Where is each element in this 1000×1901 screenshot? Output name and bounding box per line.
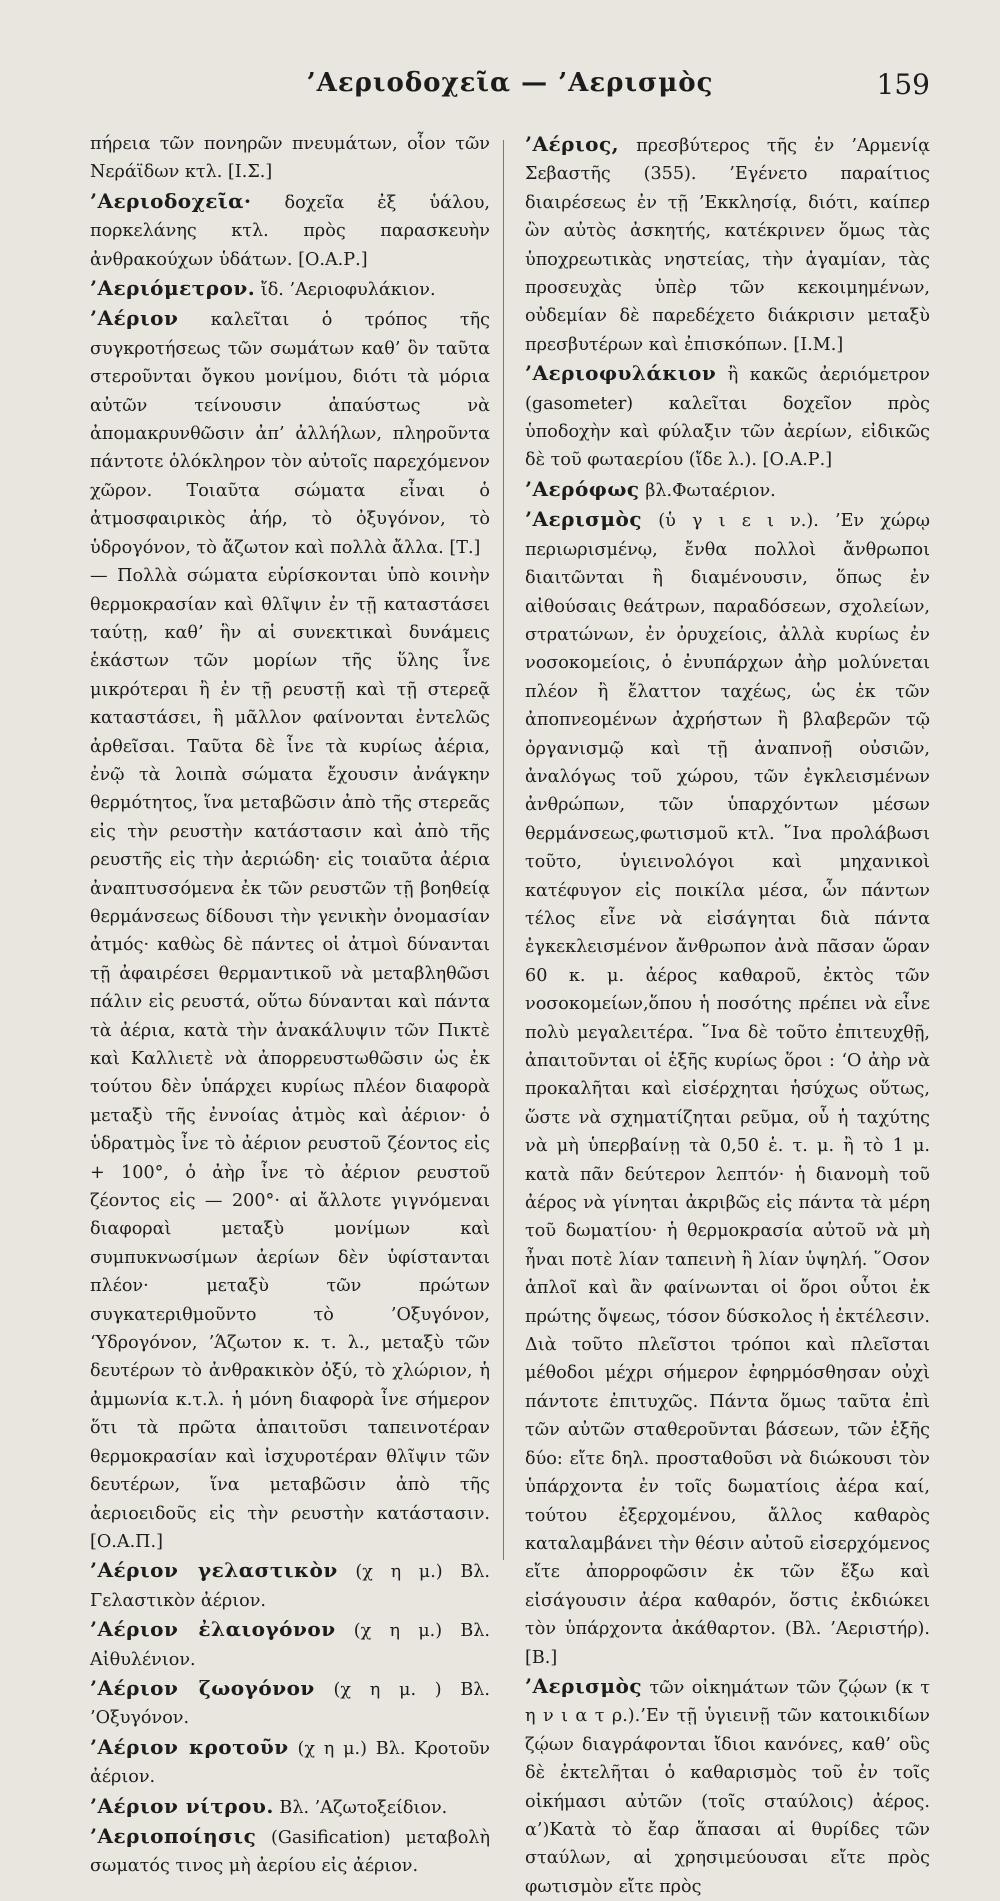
- entry-text: ἴδ. ’Αεριοφυλάκιον.: [255, 280, 436, 301]
- entry-text: πρεσβύτερος τῆς ἐν ’Αρμενίᾳ Σεβαστῆς (355). ’Εγένετο παραίτιος διαιρέσεως ἐν τῇ ’Εκκλησίᾳ, διότι, καίπερ ὢν αὐτὸς ἀσκητής, κατέκρινεν ὅμως τὰς ὑποχρεωτικὰς νηστείας, τὴν ἀγαμίαν, τὰς προσευχὰς ὑπὲρ τῶν κεκοιμημένων, οὐδεμίαν δὲ παρεδέχετο διάκρισιν μεταξὺ πρεσβυτέρων καὶ ἐπισκόπων. [Ι.Μ.]: [525, 136, 930, 355]
- dictionary-entry: [90, 1822, 490, 1881]
- entry-text: ἢ κακῶς ἀεριόμετρον (gasometer) καλεῖται δοχεῖον πρὸς ὑποδοχὴν καὶ φύλαξιν τῶν ἀερίων, εἰδικῶς δὲ τοῦ φωταερίου (ἴδε λ.). [Ο.Α.Ρ.]: [525, 365, 930, 471]
- page-number: 159: [876, 68, 930, 101]
- entry-headword: ’Αερισμὸς: [525, 1673, 643, 1698]
- dictionary-entry: [90, 304, 490, 562]
- entry-text: Βλ. ’Αζωτοξείδιον.: [273, 1797, 448, 1818]
- entry-headword: ’Αερόφως: [525, 476, 640, 501]
- entry-headword: ’Αεριοδοχεῖα·: [90, 188, 252, 213]
- page-header: [90, 68, 930, 112]
- entry-text: (ὑ γ ι ε ι ν.). ’Εν χώρῳ περιωρισμένῳ, ἔνθα πολλοὶ ἄνθρωποι διαιτῶνται ἢ διαμένουσιν, ὅπως ἐν αἰθούσαις θεάτρων, παραδόσεων, σχολείων, στρατώνων, ἐν ὀρυχείοις, ἀλλὰ κυρίως ἐν νοσοκομείοις, ὁ ἐνυπάρχων ἀὴρ μολύνεται πλέον ἢ ἔλαττον ταχέως, ὡς ἐκ τῶν ἀποπνεομένων ἀχρήστων ἢ βλαβερῶν τῷ ὀργανισμῷ καὶ τῇ ἀναπνοῇ οὐσιῶν, ἀναλόγως τοῦ χώρου, τῶν ἐγκλεισμένων ἀνθρώπων, τῶν ὑπαρχόντων μέσων θερμάνσεως,φωτισμοῦ κτλ. ῞Ινα προλάβωσι τοῦτο, ὑγιεινολόγοι καὶ μηχανικοὶ κατέφυγον εἰς ποικίλα μέσα, ὧν πάντων τέλος εἶνε νὰ εἰσάγηται διὰ πάντα ἐγκεκλεισμένον ἄνθρωπον ἀνὰ πᾶσαν ὥραν 60 κ. μ. ἀέρος καθαροῦ, ἐκτὸς τῶν νοσοκομείων,ὅπου ἡ ποσότης πρέπει νὰ εἶνε πολὺ μεγαλειτέρα. ῞Ινα δὲ τοῦτο ἐπιτευχθῇ, ἀπαιτοῦνται οἱ ἑξῆς κυρίως ὅροι : ‘Ο ἀὴρ νὰ προκαλῆται καὶ εἰσέρχηται ἡσύχως οὕτως, ὥστε νὰ σχηματίζηται ρεῦμα, οὗ ἡ ταχύτης νὰ μὴ ὑπερβαίνῃ τὰ 0,50 ἑ. τ. μ. ἢ τὸ 1 μ. κατὰ πᾶν δεύτερον λεπτόν· ἡ διανομὴ τοῦ ἀέρος νὰ γίνηται ἀκριβῶς εἰς πάντα τὰ μέρη τοῦ δωματίου· ἡ θερμοκρασία αὐτοῦ νὰ μὴ ἦναι ποτὲ λίαν ταπεινὴ ἢ λίαν ὑψηλή. ῞Οσον ἁπλοῖ καὶ ἂν φαίνωνται οἱ ὅροι οὗτοι ἐκ πρώτης ὄψεως, τόσον δύσκολος ἡ ἐκτέλεσιν. Διὰ τοῦτο πλεῖστοι τρόποι καὶ πλεῖσται μέθοδοι μέχρι σήμερον ἐφηρμόσθησαν οὐχὶ πάντοτε ἐπιτυχῶς. Πάντα ὅμως ταῦτα ἐπὶ τῶν αὐτῶν σταθεροῦνται βάσεων, τῶν ἑξῆς δύο: εἴτε δηλ. προσταθοῦσι νὰ διώκουσι τὸν ὑπάρχοντα ἐν τοῖς δωματίοις ἀέρα καί, τούτου ἐξερχομένου, ἄλλος καθαρὸς καταλαμβάνει τὴν θέσιν αὐτοῦ εἰσερχόμενος εἴτε ἀπορροφῶσιν ἐκ τῶν ἔξω καὶ εἰσάγουσιν ἀέρα καθαρόν, ὅστις ἐκδιώκει τὸν ὑπάρχοντα ἀκάθαρτον. (Βλ. ’Αεριστήρ). [Β.]: [525, 511, 930, 1668]
- entry-headword: ’Αερισμὸς: [525, 507, 643, 532]
- entry-headword: ’Αεριόμετρον.: [90, 276, 256, 301]
- dictionary-entry: [90, 1674, 490, 1733]
- entry-headword: ’Αέριον κροτοῦν: [90, 1734, 289, 1759]
- entry-text: τῶν οἰκημάτων τῶν ζῴων (κ τ η ν ι α τ ρ.).’Εν τῇ ὑγιεινῇ τῶν κατοικιδίων ζῴων διαγράφονται ἴδιοι κανόνες, καθ’ οὓς δὲ ἐκτελῆται ὁ καθαρισμὸς τοῦ ἐν τοῖς οἰκήμασι αὐτῶν (τοῖς σταύλοις) ἀέρος. α’)Κατὰ τὸ ἔαρ ἅπασαι αἱ θυρίδες τῶν σταύλων, αἱ χρησιμεύουσαι εἴτε πρὸς φωτισμὸν εἴτε πρὸς: [525, 1677, 930, 1897]
- entry-text: (χ η μ. ) Βλ. ’Οξυγόνον.: [90, 1679, 491, 1729]
- entry-text: δοχεῖα ἐξ ὑάλου, πορκελάνης κτλ. πρὸς παρασκευὴν ἀνθρακούχων ὑδάτων. [Ο.Α.Ρ.]: [90, 192, 490, 270]
- dictionary-entry: [90, 1615, 490, 1674]
- entry-headword: ’Αεριοποίησις: [90, 1823, 257, 1848]
- left-column: [90, 130, 490, 1881]
- entry-text: (χ η μ.) Βλ. Αἰθυλένιον.: [90, 1621, 490, 1670]
- entry-text: (χ η μ.) Βλ. Κροτοῦν ἀέριον.: [90, 1738, 490, 1788]
- entry-text: πήρεια τῶν πονηρῶν πνευμάτων, οἷον τῶν Νεράϊδων κτλ. [Ι.Σ.]: [90, 134, 490, 183]
- dictionary-entry: [90, 1792, 490, 1822]
- column-divider: [503, 140, 504, 1560]
- entry-text: (χ η μ.) Βλ. Γελαστικὸν ἀέριον.: [90, 1562, 490, 1611]
- entry-text: — Πολλὰ σώματα εὑρίσκονται ὑπὸ κοινὴν θερμοκρασίαν καὶ θλῖψιν ἐν τῇ καταστάσει ταύτῃ, καθ’ ἣν αἱ συνεκτικαὶ δυνάμεις ἑκάστων τῶν μορίων τῆς ὕλης ἶνε μικρότεραι ἢ ἐν τῇ ρευστῇ καὶ τῇ στερεᾷ καταστάσει, ἢ μᾶλλον φαίνονται ἐντελῶς ἀρθεῖσαι. Ταῦτα δὲ ἶνε τὰ κυρίως ἀέρια, ἐνῷ τὰ λοιπὰ σώματα ἔχουσιν ἀνάγκην θερμότητος, ἵνα μεταβῶσιν ἀπὸ τῆς στερεᾶς εἰς τὴν ρευστὴν κατάστασιν καὶ ἀπὸ τῆς ρευστῆς εἰς τὴν ἀεριώδη· εἰς τοιαῦτα ἀέρια ἀναπτυσσόμενα ἐκ τῶν ρευστῶν τῇ βοηθείᾳ θερμάνσεως δίδουσι τὴν γενικὴν ὀνομασίαν ἀτμός· καθὼς δὲ πάντες οἱ ἀτμοὶ δύνανται τῇ ἀφαιρέσει θερμαντικοῦ νὰ μεταβληθῶσι πάλιν εἰς ρευστά, οὕτω δύνανται καὶ πάντα τὰ ἀέρια, κατὰ τὴν ἀνακάλυψιν τῶν Πικτὲ καὶ Καλλιετὲ νὰ ἀπορρευστωθῶσιν ὡς ἐκ τούτου δὲν ὑπάρχει κυρίως πλέον διαφορὰ μεταξὺ τῆς ἐννοίας ἀτμὸς καὶ ἀέριον· ὁ ὑδρατμὸς ἶνε τὸ ἀέριον ρευστοῦ ζέοντος εἰς + 100°, ὁ ἀὴρ ἶνε τὸ ἀέριον ρευστοῦ ζέοντος εἰς — 200°· αἱ ἄλλοτε γιγνόμεναι διαφοραὶ μεταξὺ μονίμων καὶ συμπυκνωσίμων ἀερίων δὲν ὑφίστανται πλέον· μεταξὺ τῶν πρώτων συγκατεριθμοῦντο τὸ ’Οξυγόνον, ‘Υδρογόνον, ’Άζωτον κ. τ. λ., μεταξὺ τῶν δευτέρων τὸ ἀνθρακικὸν ὀξύ, τὸ χλώριον, ἡ ἀμμωνία κ.τ.λ. ἡ μόνη διαφορὰ ἶνε σήμερον ὅτι τὰ πρῶτα ἀπαιτοῦσι ταπεινοτέραν θερμοκρασίαν καὶ ἰσχυροτέραν θλῖψιν τῶν δευτέρων, ἵνα μεταβῶσιν ἀπὸ τῆς ἀεριοειδοῦς εἰς τὴν ρευστὴν κατάστασιν. [Ο.Α.Π.]: [90, 566, 490, 1552]
- dictionary-entry: [525, 1672, 930, 1901]
- entry-text: καλεῖται ὁ τρόπος τῆς συγκροτήσεως τῶν σωμάτων καθ’ ὃν ταῦτα στεροῦνται ὄγκου μονίμου, διότι τὰ μόρια αὐτῶν τείνουσιν ἀπαύστως νὰ ἀπομακρυνθῶσιν ἀπ’ ἀλλήλων, πληροῦντα πάντοτε ὁλόκληρον τὸν αὐτοῖς παρεχόμενον χῶρον. Τοιαῦτα σώματα εἶναι ὁ ἀτμοσφαιρικὸς ἀήρ, τὸ ὀξυγόνον, τὸ ὑδρογόνον, τὸ ἄζωτον καὶ πολλὰ ἄλλα. [Τ.]: [90, 310, 490, 558]
- entry-headword: ’Αέριον γελαστικὸν: [90, 1558, 338, 1583]
- entry-text: (Gasification) μεταβολὴ σωματός τινος μὴ ἀερίου εἰς ἀέριον.: [90, 1827, 490, 1877]
- dictionary-entry: [90, 130, 490, 187]
- right-column: [525, 130, 930, 1901]
- entry-headword: ’Αέριος,: [525, 132, 620, 156]
- dictionary-entry: [90, 274, 490, 304]
- entry-headword: ’Αέριον νίτρου.: [90, 1793, 274, 1818]
- entry-text: βλ.Φωταέριον.: [639, 480, 776, 501]
- running-head: ’Αεριοδοχεῖα — ’Αερισμὸς: [306, 68, 714, 98]
- dictionary-entry: [90, 1733, 490, 1792]
- entry-headword: ’Αέριον: [90, 306, 179, 331]
- entry-headword: ’Αεριοφυλάκιον: [525, 361, 717, 386]
- dictionary-entry: [90, 1556, 490, 1615]
- entry-headword: ’Αέριον ἐλαιογόνον: [90, 1617, 336, 1642]
- dictionary-entry: [525, 359, 930, 475]
- entry-headword: ’Αέριον ζωογόνον: [90, 1675, 315, 1700]
- dictionary-entry: [525, 505, 930, 1672]
- dictionary-entry: [525, 130, 930, 359]
- dictionary-entry: [525, 475, 930, 505]
- dictionary-entry: [90, 187, 490, 274]
- dictionary-entry: [90, 562, 490, 1556]
